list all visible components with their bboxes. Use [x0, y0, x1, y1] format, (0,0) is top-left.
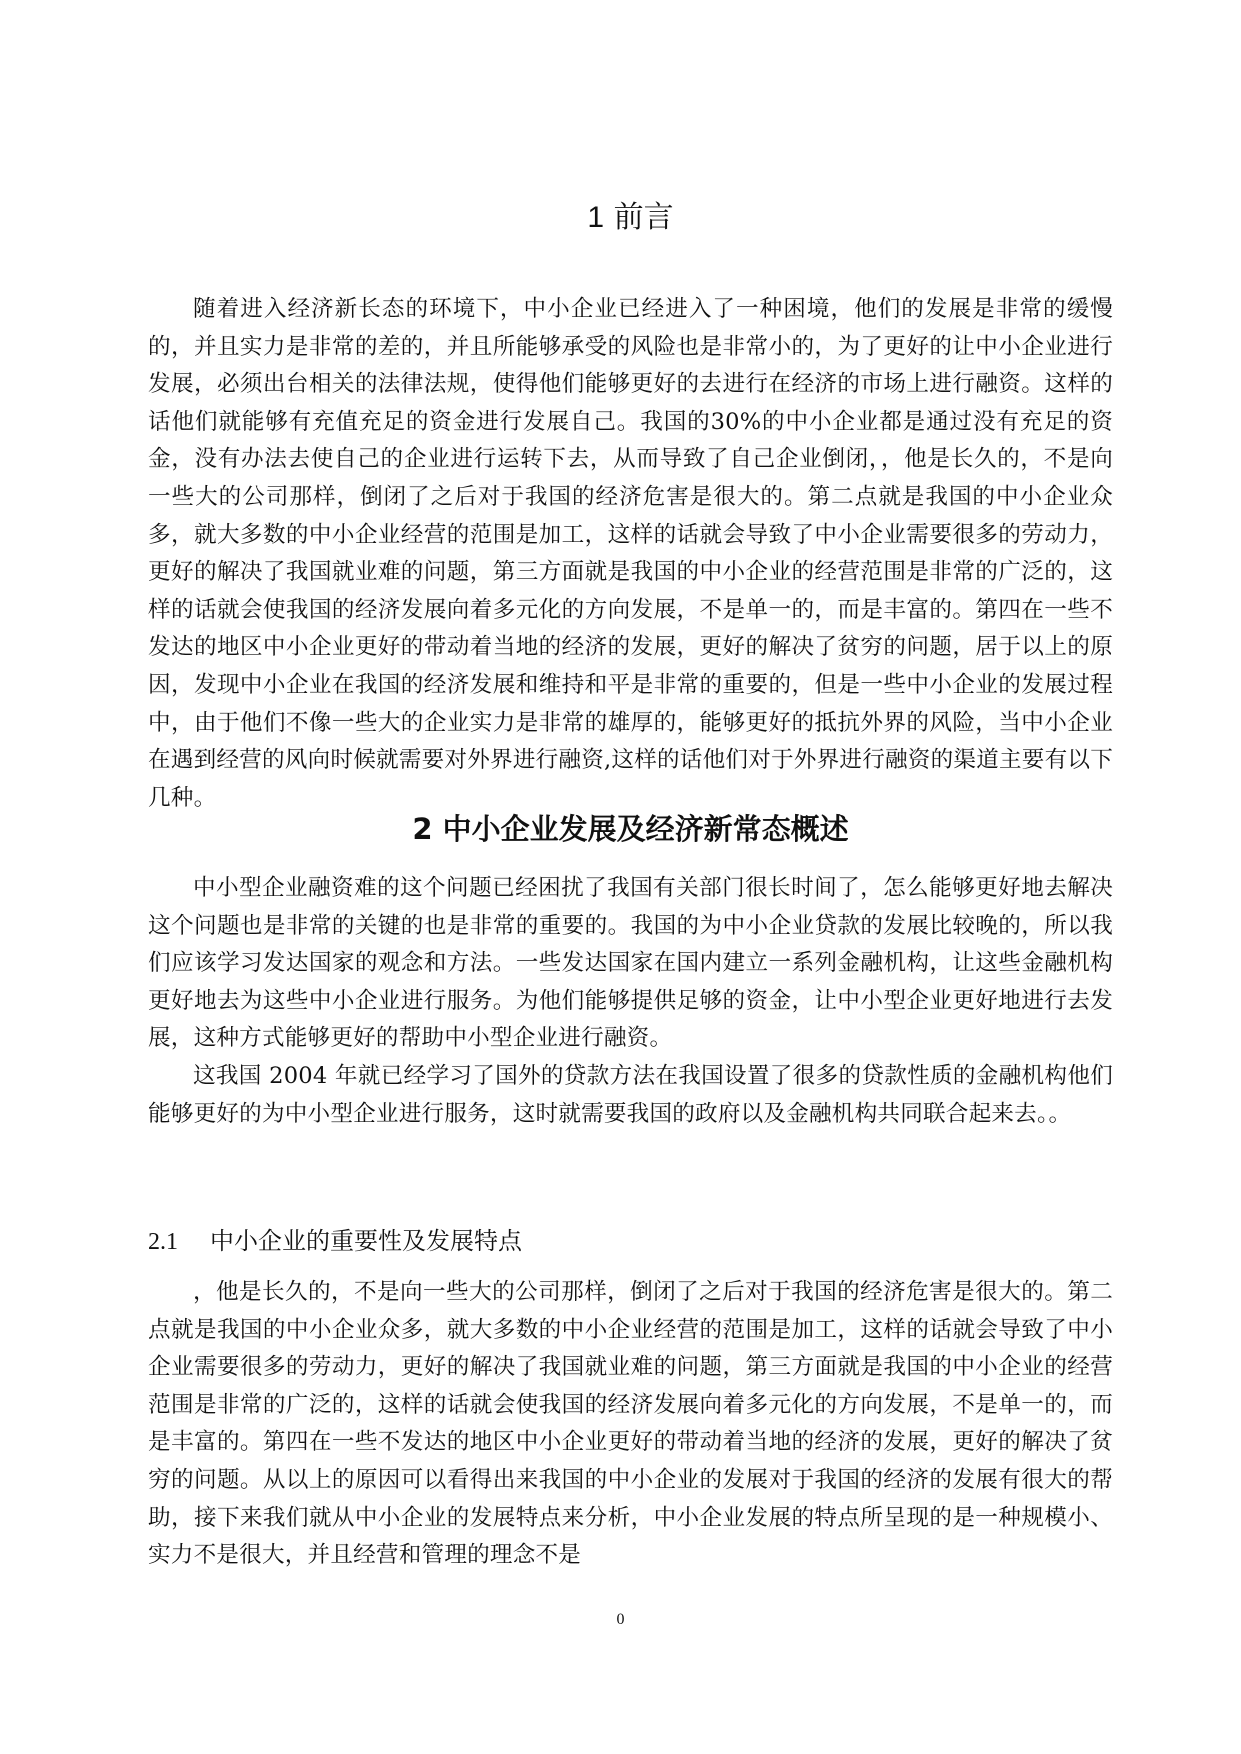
- section-2-paragraph-2: 这我国 2004 年就已经学习了国外的贷款方法在我国设置了很多的贷款性质的金融机构他们能够更好的为中小型企业进行服务，这时就需要我国的政府以及金融机构共同联合起来去。。: [148, 1063, 1113, 1127]
- section-2-1-title: 中小企业的重要性及发展特点: [210, 1227, 522, 1255]
- section-2-heading: 2 中小企业发展及经济新常态概述: [412, 812, 849, 846]
- section-1-paragraph: 随着进入经济新长态的环境下，中小企业已经进入了一种困境，他们的发展是非常的缓慢的，并且实力是非常的差的，并且所能够承受的风险也是非常小的，为了更好的让中小企业进行发展，必须出台相关的法律法规，使得他们能够更好的去进行在经济的市场上进行融资。这样的话他们就能够有充值充足的资金进行发展自己。我国的30%的中小企业都是通过没有充足的资金，没有办法去使自己的企业进行运转下去，从而导致了自己企业倒闭，，他是长久的，不是向一些大的公司那样，倒闭了之后对于我国的经济危害是很大的。第二点就是我国的中小企业众多，就大多数的中小企业经营的范围是加工，这样的话就会导致了中小企业需要很多的劳动力，更好的解决了我国就业难的问题，第三方面就是我国的中小企业的经营范围是非常的广泛的，这样的话就会使我国的经济发展向着多元化的方向发展，不是单一的，而是丰富的。第四在一些不发达的地区中小企业更好的带动着当地的经济的发展，更好的解决了贫穷的问题，居于以上的原因，发现中小企业在我国的经济发展和维持和平是非常的重要的，但是一些中小企业的发展过程中，由于他们不像一些大的企业实力是非常的雄厚的，能够更好的抵抗外界的风险，当中小企业在遇到经营的风向时候就需要对外界进行融资,这样的话他们对于外界进行融资的渠道主要有以下几种。: [148, 296, 1113, 811]
- section-2-1-number: 2.1: [148, 1229, 178, 1255]
- section-1-title: 前言: [613, 200, 674, 235]
- section-1-number: 1: [587, 201, 605, 234]
- page-number: 0: [616, 1611, 625, 1628]
- section-2-1-heading: [148, 1223, 522, 1260]
- section-1-heading: [148, 198, 1113, 238]
- section-2-paragraph-1: 中小型企业融资难的这个问题已经困扰了我国有关部门很长时间了，怎么能够更好地去解决这个问题也是非常的关键的也是非常的重要的。我国的为中小企业贷款的发展比较晚的，所以我们应该学习发达国家的观念和方法。一些发达国家在国内建立一系列金融机构，让这些金融机构更好地去为这些中小企业进行服务。为他们能够提供足够的资金，让中小型企业更好地进行去发展，这种方式能够更好的帮助中小型企业进行融资。: [148, 875, 1113, 1052]
- section-2-1-paragraph: ，他是长久的，不是向一些大的公司那样，倒闭了之后对于我国的经济危害是很大的。第二点就是我国的中小企业众多，就大多数的中小企业经营的范围是加工，这样的话就会导致了中小企业需要很多的劳动力，更好的解决了我国就业难的问题，第三方面就是我国的中小企业的经营范围是非常的广泛的，这样的话就会使我国的经济发展向着多元化的方向发展，不是单一的，而是丰富的。第四在一些不发达的地区中小企业更好的带动着当地的经济的发展，更好的解决了贫穷的问题。从以上的原因可以看得出来我国的中小企业的发展对于我国的经济的发展有很大的帮助，接下来我们就从中小企业的发展特点来分析，中小企业发展的特点所呈现的是一种规模小、实力不是很大，并且经营和管理的理念不是: [148, 1279, 1113, 1569]
